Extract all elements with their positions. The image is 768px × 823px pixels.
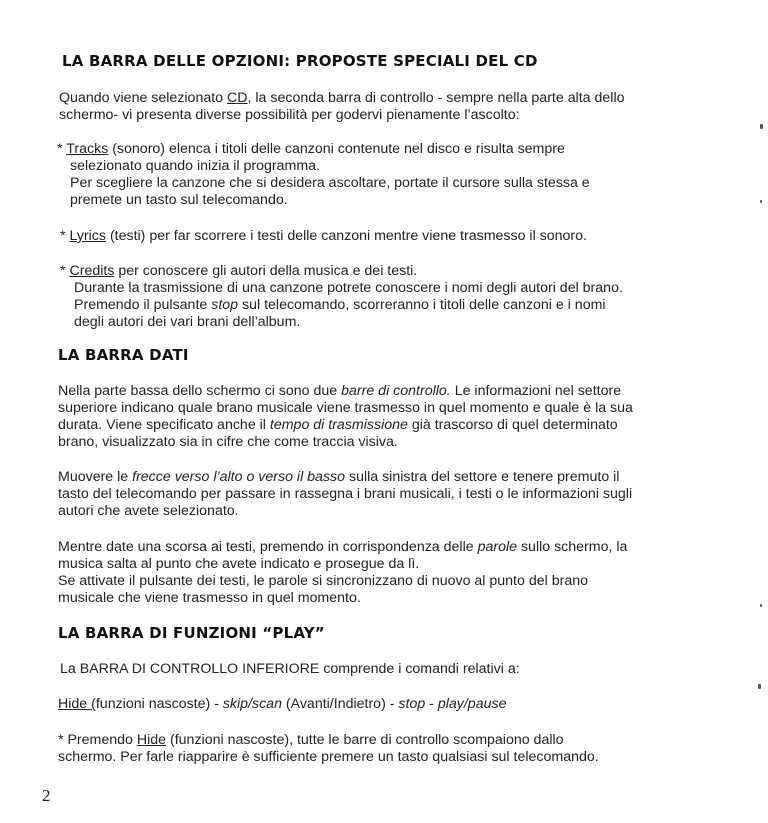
hide-term-2: Hide <box>136 732 167 748</box>
lyrics-line-1: * Lyrics (testi) per far scorrere i testi delle canzoni mentre viene trasmesso il sonoro. <box>60 228 587 244</box>
credits-line-1: * Credits per conoscere gli autori della musica e dei testi. <box>60 263 418 279</box>
data-p3-line-3: Se attivate il pulsante dei testi, le parole si sincronizzano di nuovo al punto del brano <box>58 573 588 589</box>
credits-line-3: Premendo il pulsante stop sul telecomando, scorreranno i titoli delle canzoni e i nomi <box>74 297 606 313</box>
data-p1-line-2: superiore indicano quale brano musicale viene trasmesso in quel momento e quale è la sua <box>58 400 633 416</box>
tracks-line-3: Per scegliere la canzone che si desidera ascoltare, portate il cursore sulla stessa e <box>70 175 590 191</box>
hide-note-line-2: schermo. Per farle riapparire è sufficiente premere un tasto qualsiasi sul telecomando. <box>58 749 599 765</box>
scan-speck <box>758 684 761 689</box>
data-p3-line-1: Mentre date una scorsa ai testi, premendo in corrispondenza delle parole sullo schermo, la <box>58 539 628 555</box>
cd-term: CD <box>227 90 248 106</box>
data-p1-line-4: brano, visualizzato sia in cifre che come traccia visiva. <box>58 434 398 450</box>
scan-speck <box>760 124 763 129</box>
credits-line-2: Durante la trasmissione di una canzone potrete conoscere i nomi degli autori del brano. <box>74 280 623 296</box>
tracks-line-2: selezionato quando inizia il programma. <box>70 158 320 174</box>
data-p1-line-1: Nella parte bassa dello schermo ci sono due barre di controllo. Le informazioni nel settore <box>58 383 622 399</box>
data-p1-line-3: durata. Viene specificato anche il tempo di trasmissione già trascorso di quel determinato <box>58 417 618 433</box>
play-commands-line: Hide (funzioni nascoste) - skip/scan (Avanti/Indietro) - stop - play/pause <box>58 696 507 712</box>
hide-term: Hide ( <box>58 696 96 712</box>
tracks-term: Tracks <box>66 141 109 157</box>
scan-speck <box>760 200 762 203</box>
scan-speck <box>760 604 762 607</box>
intro-line-1: Quando viene selezionato CD, la seconda barra di controllo - sempre nella parte alta dello <box>59 90 625 106</box>
page-number: 2 <box>42 786 51 805</box>
section-heading-options: LA BARRA DELLE OPZIONI: PROPOSTE SPECIALI DEL CD <box>62 52 538 70</box>
section-heading-data-bar: LA BARRA DATI <box>58 346 189 364</box>
tracks-line-4: premete un tasto sul telecomando. <box>70 192 288 208</box>
credits-term: Credits <box>69 263 115 279</box>
data-p2-line-2: tasto del telecomando per passare in rassegna i brani musicali, i testi o le informazioni sugli <box>58 486 633 502</box>
data-p3-line-2: musica salta al punto che avete indicato e prosegue da lì. <box>58 556 420 572</box>
intro-line-2: schermo- vi presenta diverse possibilità per godervi pienamente l’ascolto: <box>59 107 520 123</box>
credits-line-4: degli autori dei vari brani dell’album. <box>74 314 301 330</box>
play-intro-line: La BARRA DI CONTROLLO INFERIORE comprende i comandi relativi a: <box>60 661 520 677</box>
section-heading-play-bar: LA BARRA DI FUNZIONI “PLAY” <box>58 624 325 642</box>
data-p2-line-3: autori che avete selezionato. <box>58 503 239 519</box>
data-p3-line-4: musicale che viene trasmesso in quel momento. <box>58 590 361 606</box>
lyrics-term: Lyrics <box>69 228 106 244</box>
data-p2-line-1: Muovere le frecce verso l’alto o verso il basso sulla sinistra del settore e tenere premuto il <box>58 469 620 485</box>
hide-note-line-1: * Premendo Hide (funzioni nascoste), tutte le barre di controllo scompaiono dallo <box>58 732 564 748</box>
tracks-line-1: * Tracks (sonoro) elenca i titoli delle canzoni contenute nel disco e risulta sempre <box>57 141 565 157</box>
